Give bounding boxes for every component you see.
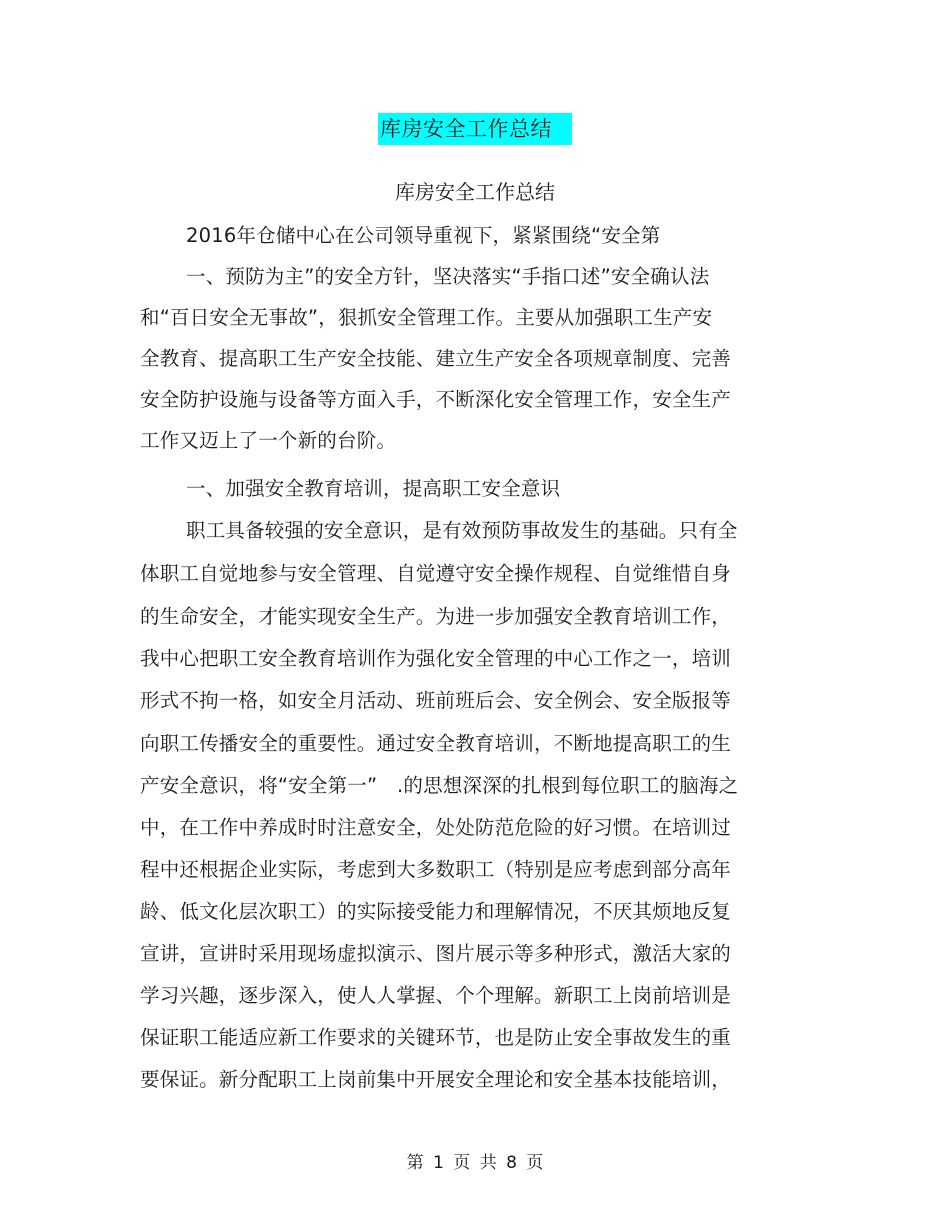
title-wrapper [0, 113, 950, 145]
body-line-9: 体职工自觉地参与安全管理、自觉遵守安全操作规程、自觉维惜自身 [140, 562, 732, 585]
document-subtitle: 库房安全工作总结 [395, 180, 555, 204]
body-line-14: 产安全意识，将“安全第一” .的思想深深的扎根到每位职工的脑海之 [140, 774, 739, 797]
body-line-18: 宣讲，宣讲时采用现场虚拟演示、图片展示等多种形式，激活大家的 [140, 942, 732, 965]
section-heading-1: 一、加强安全教育培训，提高职工安全意识 [186, 477, 561, 500]
body-line-11: 我中心把职工安全教育培训作为强化安全管理的中心工作之一，培训 [140, 647, 732, 670]
body-line-4: 全教育、提高职工生产安全技能、建立生产安全各项规章制度、完善 [140, 347, 732, 370]
body-line-20: 保证职工能适应新工作要求的关键环节，也是防止安全事故发生的重 [140, 1026, 732, 1049]
body-line-8: 职工具备较强的安全意识，是有效预防事故发生的基础。只有全 [186, 519, 738, 542]
body-line-12: 形式不拘一格，如安全月活动、班前班后会、安全例会、安全版报等 [140, 689, 732, 712]
body-line-3: 和“百日安全无事故”，狠抓安全管理工作。主要从加强职工生产安 [140, 306, 713, 329]
document-title: 库房安全工作总结 [378, 113, 572, 145]
body-line-21: 要保证。新分配职工上岗前集中开展安全理论和安全基本技能培训， [140, 1068, 732, 1091]
body-line-5: 安全防护设施与设备等方面入手，不断深化安全管理工作，安全生产 [140, 388, 732, 411]
body-line-1: 2016年仓储中心在公司领导重视下，紧紧围绕“安全第 [186, 224, 661, 247]
body-line-6: 工作又迈上了一个新的台阶。 [140, 429, 397, 452]
page-number-footer: 第 1 页 共 8 页 [406, 1153, 544, 1173]
body-line-10: 的生命安全，才能实现安全生产。为进一步加强安全教育培训工作， [140, 605, 732, 628]
body-line-13: 向职工传播安全的重要性。通过安全教育培训，不断地提高职工的生 [140, 732, 732, 755]
body-line-16: 程中还根据企业实际，考虑到大多数职工（特别是应考虑到部分高年 [140, 858, 732, 881]
body-line-2: 一、预防为主”的安全方针，坚决落实“手指口述”安全确认法 [186, 265, 710, 288]
body-line-19: 学习兴趣，逐步深入，使人人掌握、个个理解。新职工上岗前培训是 [140, 984, 732, 1007]
body-line-17: 龄、低文化层次职工）的实际接受能力和理解情况，不厌其烦地反复 [140, 900, 732, 923]
body-line-15: 中，在工作中养成时时注意安全，处处防范危险的好习惯。在培训过 [140, 816, 732, 839]
